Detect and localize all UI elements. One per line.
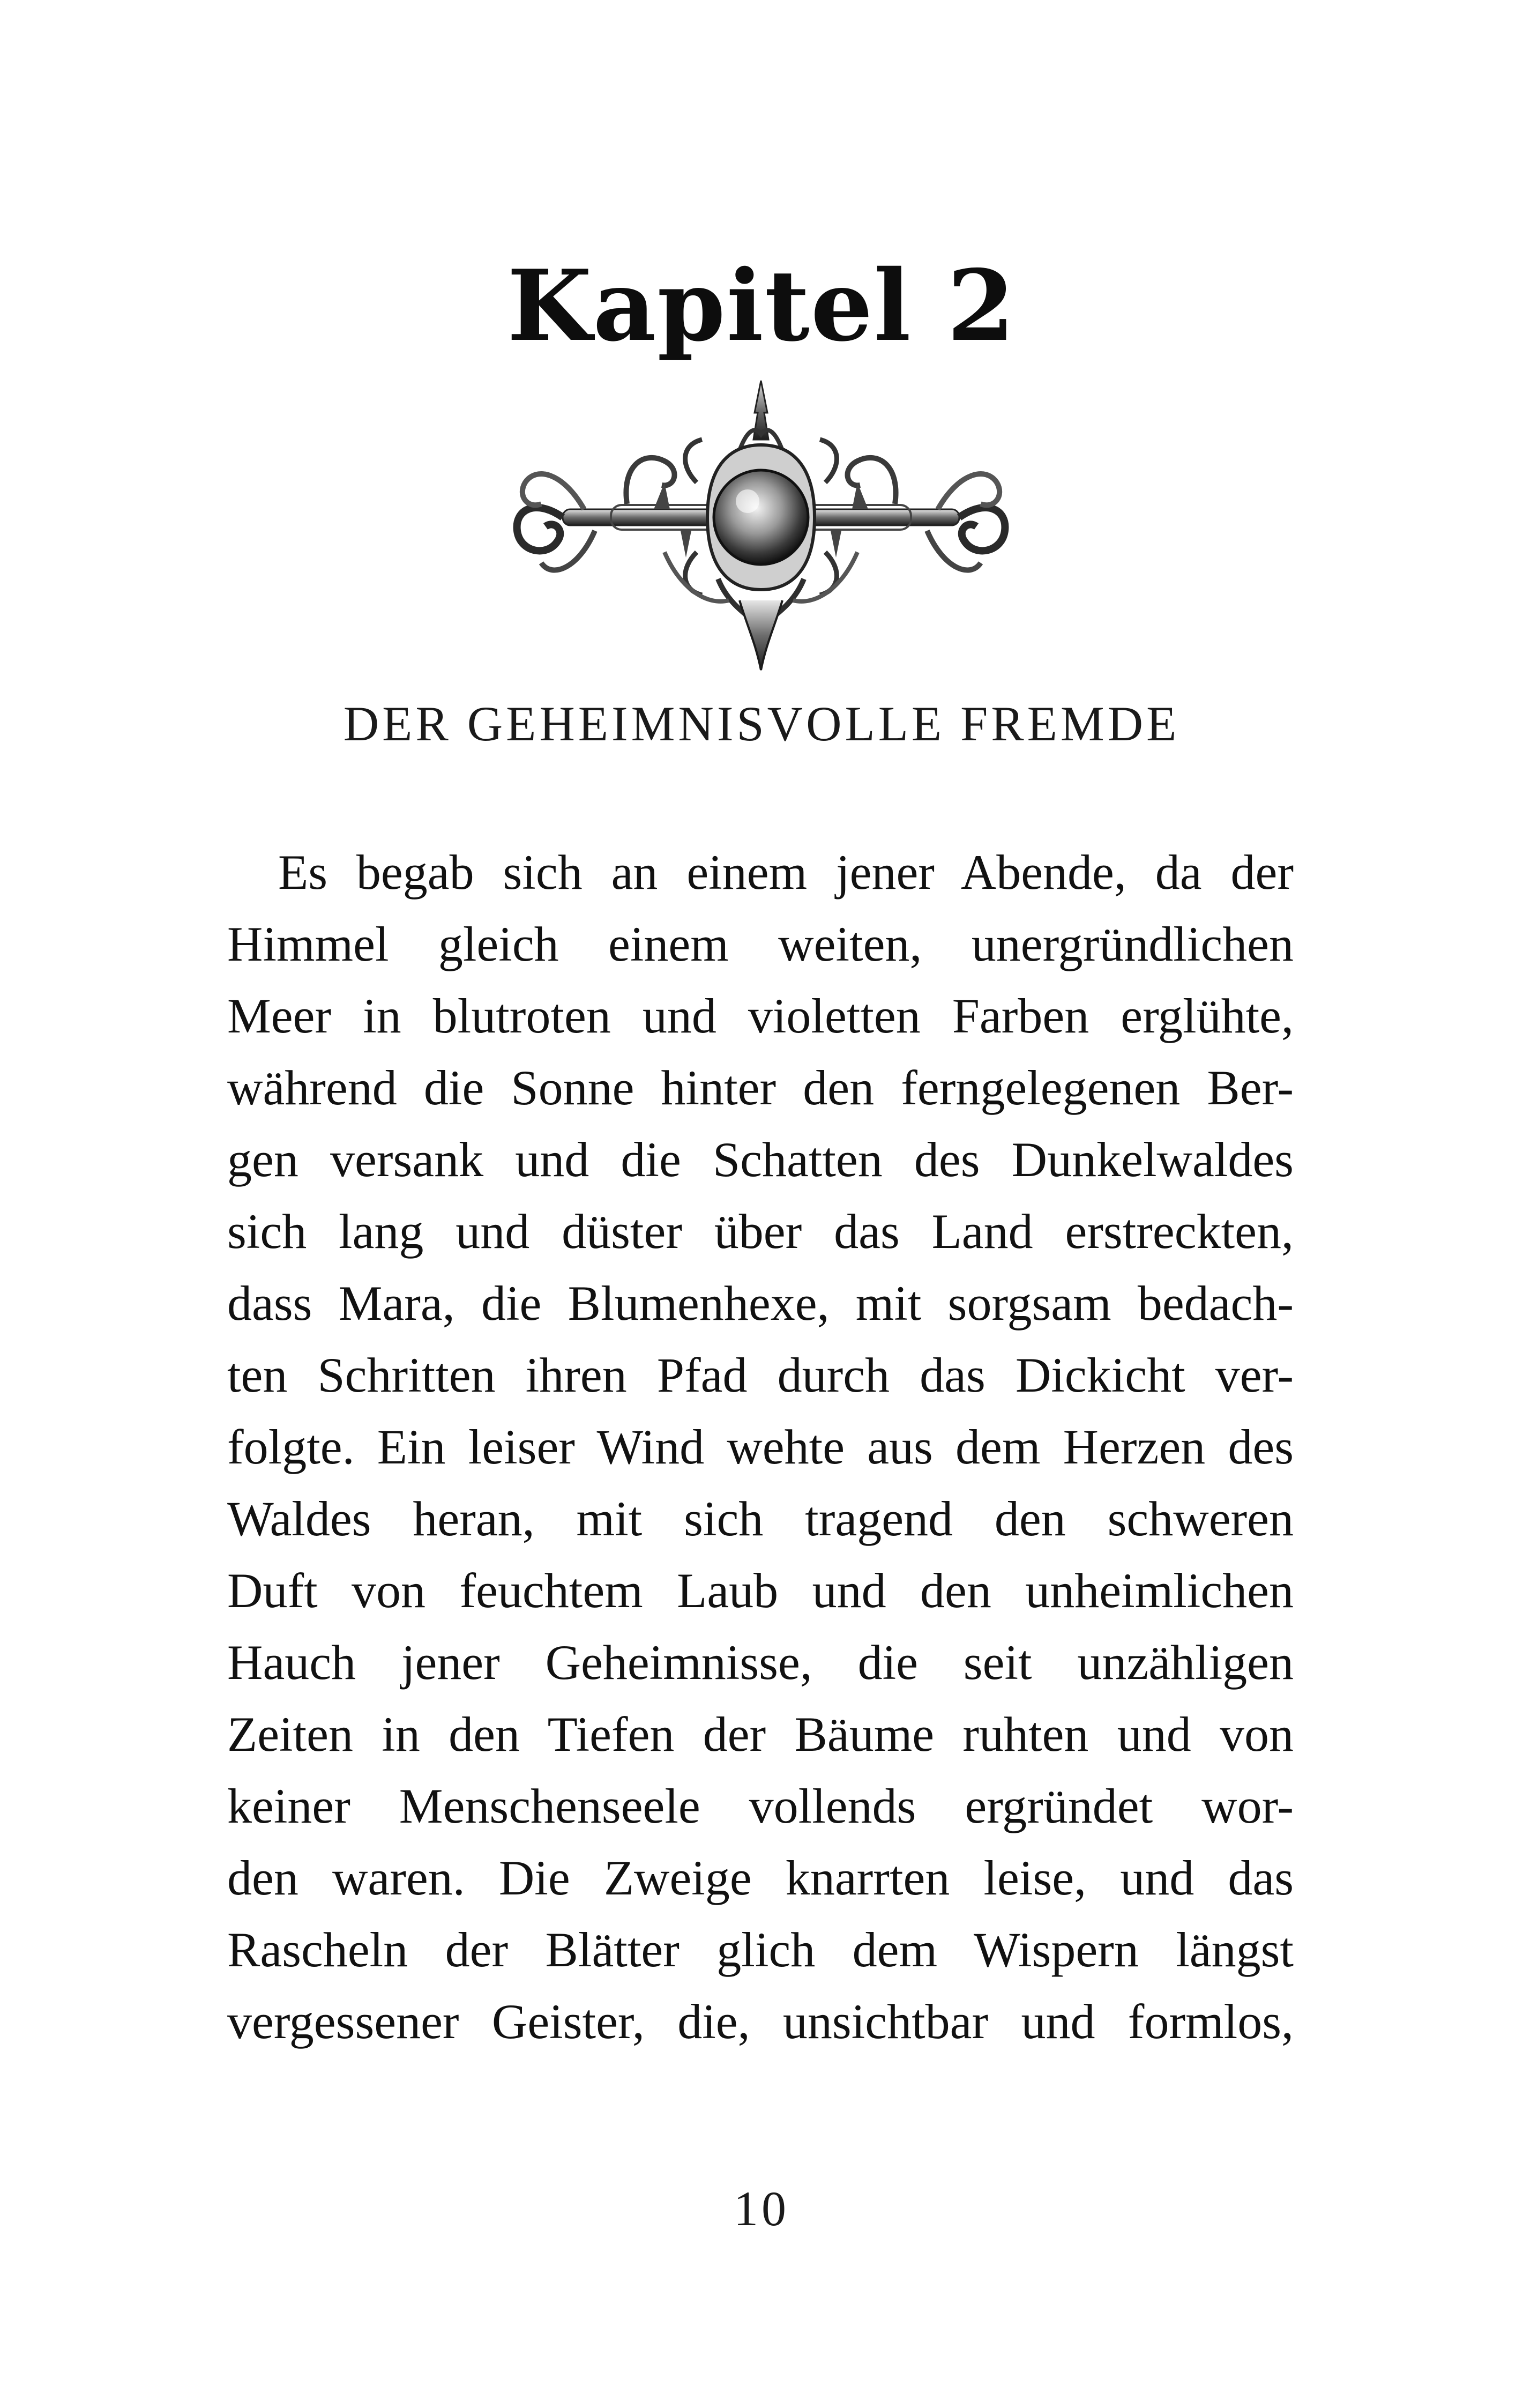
text-line: während die Sonne hinter den ferngelegenen Ber-: [227, 1060, 1294, 1115]
text-line: Rascheln der Blätter glich dem Wispern längst: [227, 1922, 1294, 1977]
gothic-ornament-icon: [504, 375, 1018, 675]
text-line: ten Schritten ihren Pfad durch das Dickicht ver-: [227, 1348, 1294, 1402]
chapter-subtitle: DER GEHEIMNISVOLLE FREMDE: [343, 696, 1180, 751]
text-line: gen versank und die Schatten des Dunkelwaldes: [227, 1132, 1294, 1187]
text-line: Waldes heran, mit sich tragend den schweren: [227, 1491, 1294, 1546]
text-line: Meer in blutroten und violetten Farben erglühte,: [227, 989, 1294, 1043]
text-line: dass Mara, die Blumenhexe, mit sorgsam bedach-: [227, 1276, 1294, 1331]
text-line: folgte. Ein leiser Wind wehte aus dem Herzen des: [227, 1419, 1294, 1474]
text-line: den waren. Die Zweige knarrten leise, und das: [227, 1850, 1294, 1905]
text-line: Hauch jener Geheimnisse, die seit unzähligen: [227, 1635, 1294, 1690]
text-line: Zeiten in den Tiefen der Bäume ruhten und von: [227, 1707, 1294, 1762]
text-line: vergessener Geister, die, unsichtbar und formlos,: [227, 1994, 1294, 2049]
text-line: Es begab sich an einem jener Abende, da der: [278, 845, 1294, 900]
text-line: keiner Menschenseele vollends ergründet wor-: [227, 1779, 1294, 1833]
chapter-title: Kapitel 2: [507, 248, 1016, 363]
text-line: Duft von feuchtem Laub und den unheimlichen: [227, 1563, 1294, 1618]
chapter-body-text: [227, 836, 1294, 2057]
text-line: Himmel gleich einem weiten, unergründlichen: [227, 917, 1294, 971]
text-line: sich lang und düster über das Land erstreckten,: [227, 1204, 1294, 1259]
page-number: 10: [734, 2181, 789, 2236]
